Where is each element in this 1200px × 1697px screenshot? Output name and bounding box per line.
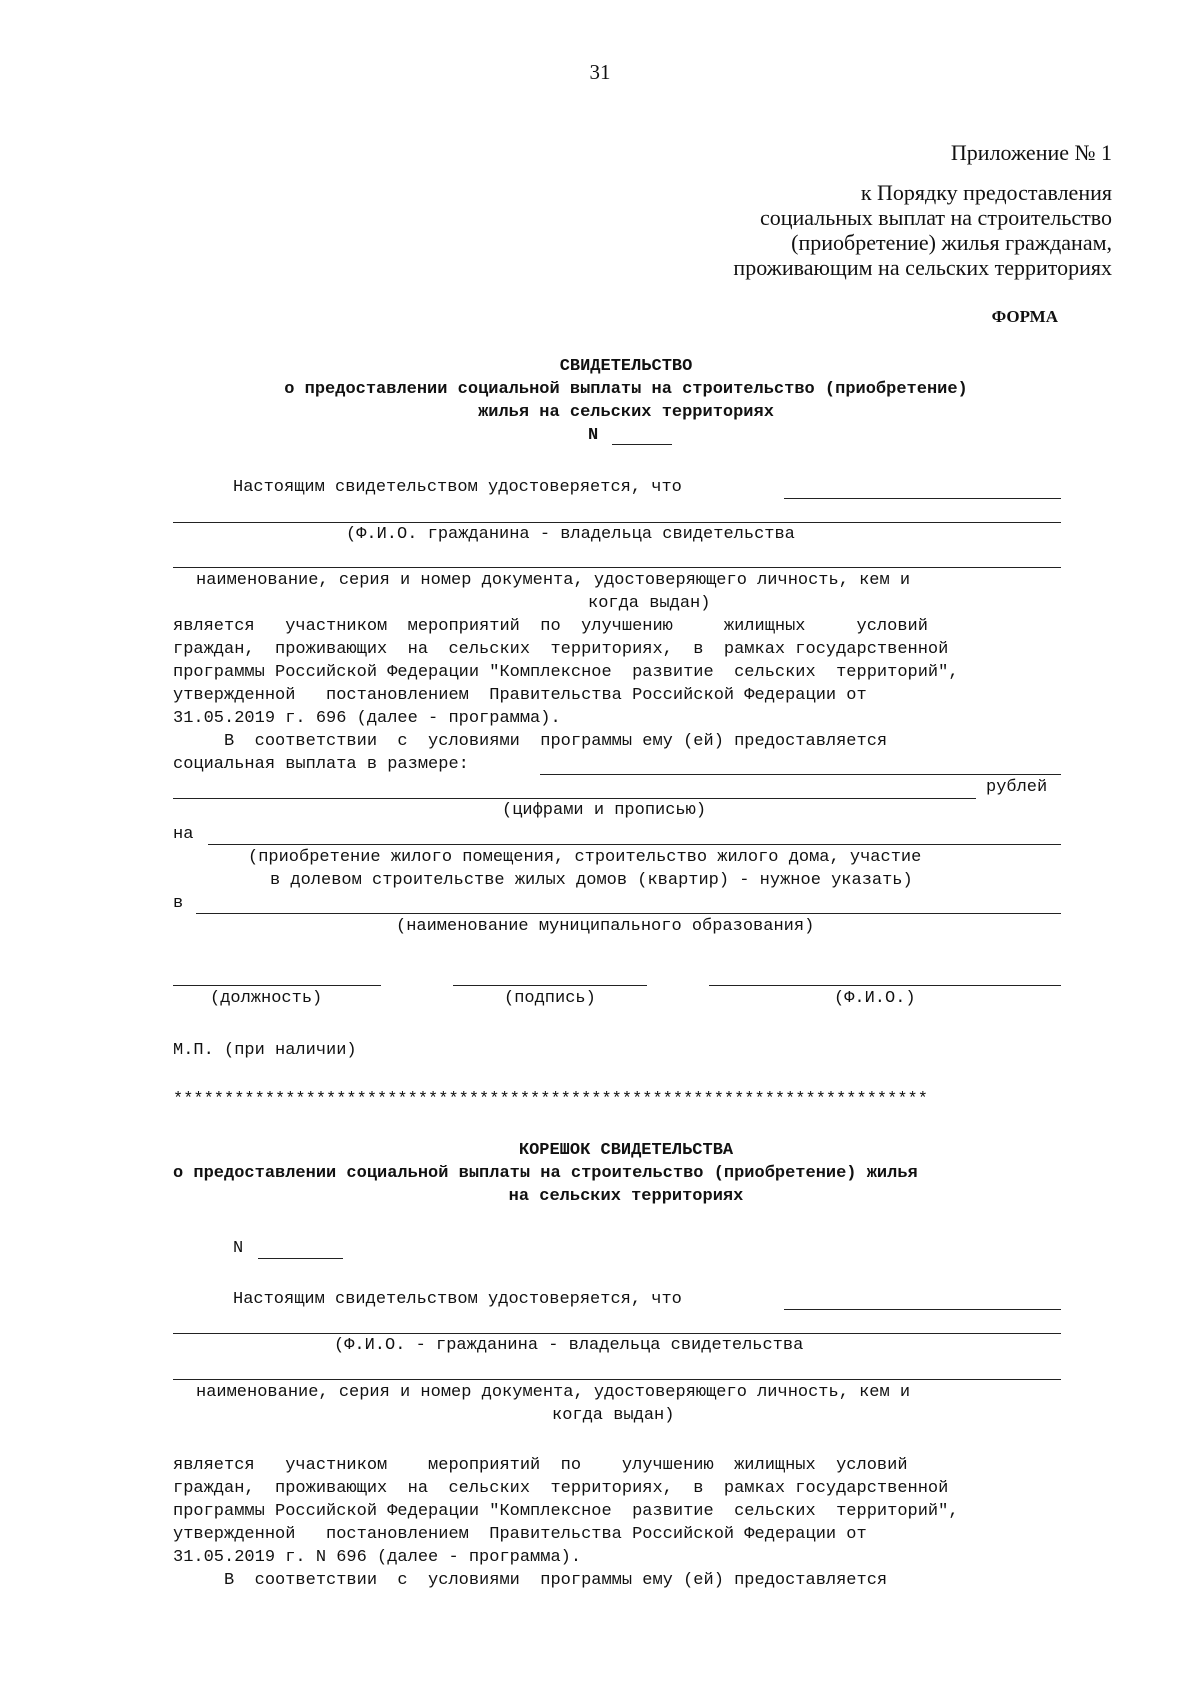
stub-intro: Настоящим свидетельством удостоверяется, что [233, 1290, 682, 1309]
position-field[interactable] [173, 985, 381, 986]
certificate-holder-field[interactable] [784, 498, 1061, 499]
certificate-body-line: утвержденной постановлением Правительства Российской Федерации от [173, 686, 867, 705]
stub-body-line: В соответствии с условиями программы ему (ей) предоставляется [173, 1571, 888, 1590]
stub-document-caption-2: когда выдан) [552, 1406, 675, 1425]
certificate-body-line: 31.05.2019 г. 696 (далее - программа). [173, 709, 561, 728]
stub-body-line: утвержденной постановлением Правительства Российской Федерации от [173, 1525, 867, 1544]
payment-amount-field[interactable] [540, 774, 1061, 775]
purpose-caption-1: (приобретение жилого помещения, строительство жилого дома, участие [248, 848, 922, 867]
certificate-number-field[interactable] [612, 444, 672, 445]
appendix-line-4: проживающим на сельских территориях [733, 255, 1112, 280]
stub-body-line: 31.05.2019 г. N 696 (далее - программа). [173, 1548, 582, 1567]
payment-label: социальная выплата в размере: [173, 755, 469, 774]
certificate-body-line: В соответствии с условиями программы ему (ей) предоставляется [173, 732, 888, 751]
fio-caption: (Ф.И.О. гражданина - владельца свидетельства [346, 525, 795, 544]
amount-caption: (цифрами и прописью) [502, 801, 707, 820]
appendix-line-3: (приобретение) жилья гражданам, [791, 230, 1112, 255]
appendix-title: Приложение № 1 [950, 140, 1112, 165]
rubles-label: рублей [986, 778, 1048, 797]
certificate-subtitle-1: о предоставлении социальной выплаты на строительство (приобретение) [284, 380, 968, 399]
municipality-field[interactable] [196, 913, 1061, 914]
stub-subtitle-1: о предоставлении социальной выплаты на строительство (приобретение) жилья [173, 1164, 918, 1183]
appendix-line-1: к Порядку предоставления [860, 180, 1112, 205]
stub-body-line: граждан, проживающих на сельских территориях, в рамках государственной [173, 1479, 949, 1498]
stub-body-line: является участником мероприятий по улучшению жилищных условий [173, 1456, 908, 1475]
certificate-body-line: граждан, проживающих на сельских территориях, в рамках государственной [173, 640, 949, 659]
stub-document-caption-1: наименование, серия и номер документа, удостоверяющего личность, кем и [196, 1383, 911, 1402]
certificate-title: СВИДЕТЕЛЬСТВО [559, 357, 693, 376]
certificate-number-label: N [588, 426, 599, 445]
position-caption: (должность) [210, 989, 323, 1008]
stub-subtitle-2: на сельских территориях [508, 1187, 744, 1206]
appendix-line-2: социальных выплат на строительство [759, 205, 1112, 230]
payment-amount-field-2[interactable] [173, 798, 976, 799]
signatory-name-caption: (Ф.И.О.) [834, 989, 916, 1008]
purpose-field[interactable] [208, 844, 1061, 845]
stamp-note: М.П. (при наличии) [173, 1041, 357, 1060]
stub-holder-field[interactable] [784, 1309, 1061, 1310]
purpose-caption-2: в долевом строительстве жилых домов (квартир) - нужное указать) [270, 871, 913, 890]
stub-holder-field-2[interactable] [173, 1333, 1061, 1334]
signatory-name-field[interactable] [709, 985, 1061, 986]
certificate-subtitle-2: жилья на сельских территориях [478, 403, 774, 422]
certificate-intro: Настоящим свидетельством удостоверяется, что [233, 478, 682, 497]
municipality-caption: (наименование муниципального образования) [396, 917, 815, 936]
stub-fio-caption: (Ф.И.О. - гражданина - владельца свидетельства [334, 1336, 804, 1355]
forma-label: ФОРМА [991, 307, 1058, 326]
stub-number-field[interactable] [258, 1258, 343, 1259]
stub-number-label: N [233, 1239, 244, 1258]
page-number: 31 [589, 60, 611, 84]
purpose-label: на [173, 825, 194, 844]
stub-title: КОРЕШОК СВИДЕТЕЛЬСТВА [518, 1141, 734, 1160]
separator-line: ************************************************************************** [173, 1090, 928, 1109]
stub-body-line: программы Российской Федерации "Комплексное развитие сельских территорий", [173, 1502, 959, 1521]
municipality-label: в [173, 894, 184, 913]
document-caption-2: когда выдан) [588, 594, 711, 613]
certificate-body-line: является участником мероприятий по улучшению жилищных условий [173, 617, 928, 636]
certificate-holder-field-2[interactable] [173, 522, 1061, 523]
certificate-body-line: программы Российской Федерации "Комплексное развитие сельских территорий", [173, 663, 959, 682]
signature-field[interactable] [453, 985, 647, 986]
signature-caption: (подпись) [504, 989, 596, 1008]
identity-document-field[interactable] [173, 567, 1061, 568]
document-caption-1: наименование, серия и номер документа, удостоверяющего личность, кем и [196, 571, 911, 590]
stub-identity-document-field[interactable] [173, 1379, 1061, 1380]
